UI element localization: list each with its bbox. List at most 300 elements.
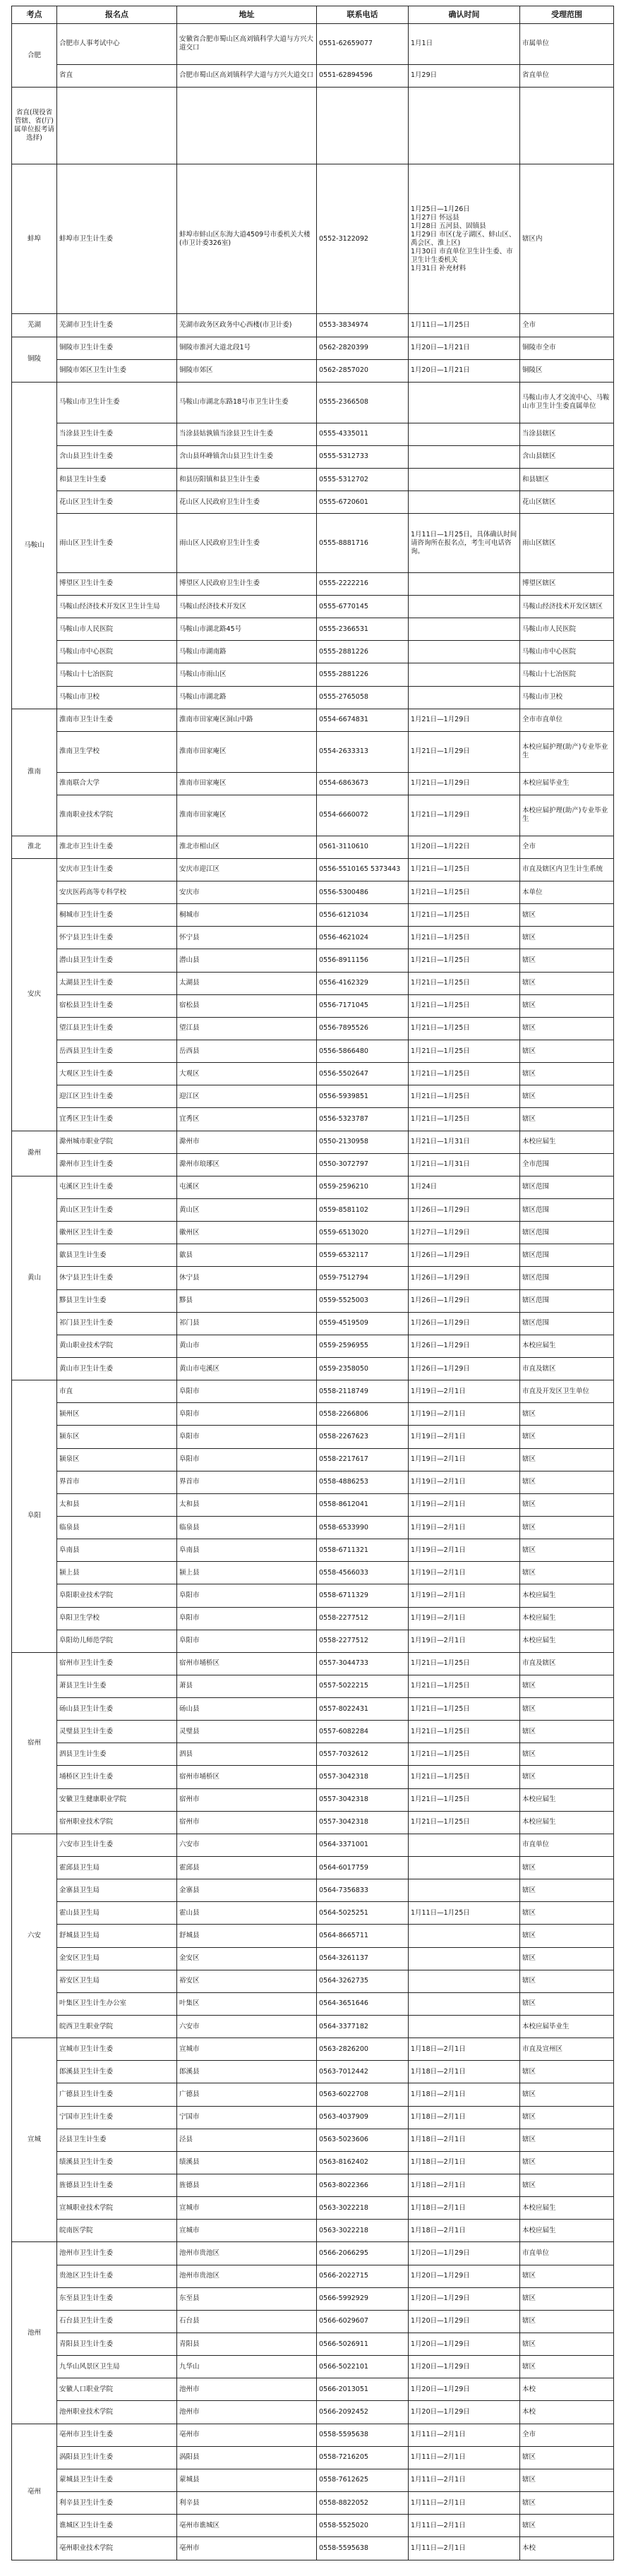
registration-point-cell: 迎江区卫生计生委 <box>57 1085 177 1108</box>
table-row <box>12 2151 614 2174</box>
table-row <box>12 1063 614 1085</box>
exam-site-cell: 安庆 <box>12 858 57 1131</box>
registration-point-cell: 颍上县 <box>57 1562 177 1584</box>
scope-cell: 辖区 <box>520 1085 614 1108</box>
address-cell: 休宁县 <box>177 1267 317 1289</box>
scope-cell: 辖区范围 <box>520 1176 614 1198</box>
confirm-time-cell: 1月21日—1月25日 <box>409 927 520 949</box>
confirm-time-cell <box>409 663 520 686</box>
scope-cell: 辖区 <box>520 1743 614 1766</box>
scope-cell: 辖区范围 <box>520 1289 614 1312</box>
table-row <box>12 1539 614 1562</box>
registration-point-cell: 旌德县卫生计生委 <box>57 2174 177 2197</box>
registration-point-cell: 淮南联合大学 <box>57 772 177 795</box>
registration-point-cell: 太湖县卫生计生委 <box>57 972 177 994</box>
scope-cell: 本校应届生 <box>520 1607 614 1630</box>
scope-cell: 本校应届生 <box>520 1811 614 1834</box>
scope-cell: 市直单位 <box>520 1834 614 1856</box>
address-cell: 黄山市屯溪区 <box>177 1357 317 1380</box>
table-row <box>12 1131 614 1153</box>
table-row <box>12 1448 614 1471</box>
scope-cell: 辖区 <box>520 1970 614 1992</box>
table-row <box>12 904 614 927</box>
scope-cell: 辖区 <box>520 2446 614 2469</box>
header-scope: 受理范围 <box>520 6 614 24</box>
address-cell: 涡阳县 <box>177 2446 317 2469</box>
phone-cell: 0557-6082284 <box>317 1721 409 1743</box>
table-row <box>12 2424 614 2446</box>
phone-cell: 0558-2217617 <box>317 1448 409 1471</box>
phone-cell: 0563-5023606 <box>317 2129 409 2151</box>
address-cell: 宣城市 <box>177 2220 317 2242</box>
scope-cell: 辖区 <box>520 2083 614 2106</box>
scope-cell: 辖区 <box>520 2265 614 2287</box>
phone-cell: 0555-5312702 <box>317 469 409 491</box>
table-header-row <box>12 6 614 24</box>
scope-cell: 马鞍山经济技术开发区辖区 <box>520 596 614 618</box>
exam-site-cell: 宣城 <box>12 2038 57 2242</box>
address-cell: 桐城市 <box>177 904 317 927</box>
address-cell: 宿州市 <box>177 1788 317 1811</box>
confirm-time-cell: 1月19日—2月1日 <box>409 1516 520 1539</box>
scope-cell: 市直及辖区 <box>520 1357 614 1380</box>
address-cell: 颍上县 <box>177 1562 317 1584</box>
address-cell: 徽州区 <box>177 1222 317 1244</box>
address-cell: 阜阳市 <box>177 1607 317 1630</box>
address-cell: 迎江区 <box>177 1085 317 1108</box>
scope-cell: 辖区 <box>520 972 614 994</box>
phone-cell: 0558-6711329 <box>317 1584 409 1607</box>
confirm-time-cell <box>409 1857 520 1879</box>
address-cell: 绩溪县 <box>177 2151 317 2174</box>
confirm-time-cell: 1月20日—1月21日 <box>409 337 520 359</box>
phone-cell: 0563-3022218 <box>317 2197 409 2220</box>
address-cell: 宣城市 <box>177 2197 317 2220</box>
address-cell: 岳西县 <box>177 1040 317 1062</box>
phone-cell: 0559-2596955 <box>317 1335 409 1357</box>
registration-point-cell: 大观区卫生计生委 <box>57 1063 177 1085</box>
confirm-time-cell: 1月25日—1月26日 1月27日 怀远县 1月28日 五河县、固镇县 1月29日 市区(龙子湖区、蚌山区、禹会区、淮上区) 1月30日 市直单位卫生计生委、市卫生计生委机关 1月31日 补充材料 <box>409 164 520 314</box>
table-row <box>12 382 614 423</box>
confirm-time-cell: 1月11日—2月1日 <box>409 2469 520 2491</box>
registration-point-cell: 叶集区卫生计生办公室 <box>57 1992 177 2015</box>
table-row <box>12 772 614 795</box>
registration-point-cell: 淮南市卫生计生委 <box>57 709 177 731</box>
table-row <box>12 1267 614 1289</box>
phone-cell: 0559-5525003 <box>317 1289 409 1312</box>
address-cell: 池州市 <box>177 2378 317 2401</box>
phone-cell: 0558-2277512 <box>317 1607 409 1630</box>
confirm-time-cell <box>409 2016 520 2038</box>
registration-point-cell: 阜阳职业技术学院 <box>57 1584 177 1607</box>
table-row <box>12 2401 614 2424</box>
table-row <box>12 2265 614 2287</box>
address-cell: 亳州市 <box>177 2537 317 2560</box>
table-row <box>12 1108 614 1131</box>
scope-cell: 辖区 <box>520 1539 614 1562</box>
scope-cell: 辖区内 <box>520 164 614 314</box>
confirm-time-cell: 1月26日—1月29日 <box>409 1267 520 1289</box>
address-cell: 黄山区 <box>177 1198 317 1221</box>
confirm-time-cell: 1月20日—1月29日 <box>409 2401 520 2424</box>
table-row <box>12 2242 614 2265</box>
scope-cell: 市直单位 <box>520 2242 614 2265</box>
scope-cell: 辖区 <box>520 2310 614 2333</box>
scope-cell: 辖区范围 <box>520 1222 614 1244</box>
confirm-time-cell: 1月21日—1月25日 <box>409 858 520 881</box>
address-cell: 蒙城县 <box>177 2469 317 2491</box>
confirm-time-cell: 1月26日—1月29日 <box>409 1244 520 1267</box>
phone-cell: 0550-3072797 <box>317 1153 409 1176</box>
phone-cell: 0555-2765058 <box>317 686 409 709</box>
table-row <box>12 731 614 772</box>
scope-cell: 辖区 <box>520 2356 614 2378</box>
table-row <box>12 1970 614 1992</box>
registration-point-cell: 祁门县卫生计生委 <box>57 1312 177 1335</box>
phone-cell: 0555-2881226 <box>317 641 409 663</box>
registration-point-cell: 宣城职业技术学院 <box>57 2197 177 2220</box>
table-row <box>12 2287 614 2310</box>
table-row <box>12 359 614 382</box>
address-cell: 泾县 <box>177 2129 317 2151</box>
table-row <box>12 1040 614 1062</box>
registration-point-cell: 泗县卫生计生委 <box>57 1743 177 1766</box>
confirm-time-cell: 1月18日—2月1日 <box>409 2151 520 2174</box>
scope-cell: 本校应届毕业生 <box>520 772 614 795</box>
address-cell: 雨山区人民政府卫生计生委 <box>177 514 317 573</box>
registration-point-cell: 贵池区卫生计生委 <box>57 2265 177 2287</box>
address-cell: 博望区人民政府卫生计生委 <box>177 572 317 595</box>
phone-cell: 0564-3261137 <box>317 1947 409 1970</box>
confirm-time-cell <box>409 686 520 709</box>
phone-cell: 0554-6863673 <box>317 772 409 795</box>
table-row <box>12 2174 614 2197</box>
confirm-time-cell: 1月21日—1月25日 <box>409 949 520 972</box>
exam-site-cell: 池州 <box>12 2242 57 2424</box>
confirm-time-cell: 1月18日—2月1日 <box>409 2061 520 2083</box>
address-cell: 宁国市 <box>177 2106 317 2129</box>
confirm-time-cell: 1月21日—1月29日 <box>409 772 520 795</box>
scope-cell: 辖区 <box>520 994 614 1017</box>
table-row <box>12 1017 614 1040</box>
scope-cell: 本校 <box>520 2537 614 2560</box>
scope-cell: 辖区 <box>520 1471 614 1493</box>
address-cell: 阜阳市 <box>177 1584 317 1607</box>
registration-point-cell: 桐城市卫生计生委 <box>57 904 177 927</box>
registration-point-cell: 淮南职业技术学院 <box>57 795 177 836</box>
scope-cell: 本校应届毕业生 <box>520 2016 614 2038</box>
table-row <box>12 1811 614 1834</box>
phone-cell: 0555-8881716 <box>317 514 409 573</box>
table-row <box>12 709 614 731</box>
table-row <box>12 2469 614 2491</box>
confirm-time-cell: 1月21日—1月25日 <box>409 972 520 994</box>
table-row <box>12 1335 614 1357</box>
address-cell: 芜湖市政务区政务中心西楼(市卫计委) <box>177 314 317 337</box>
table-row <box>12 1630 614 1652</box>
scope-cell: 博望区辖区 <box>520 572 614 595</box>
phone-cell: 0566-5992929 <box>317 2287 409 2310</box>
phone-cell: 0562-2857020 <box>317 359 409 382</box>
registration-point-cell: 和县卫生计生委 <box>57 469 177 491</box>
phone-cell: 0555-5312733 <box>317 445 409 468</box>
table-row <box>12 1176 614 1198</box>
exam-site-cell: 铜陵 <box>12 337 57 382</box>
phone-cell: 0566-2022715 <box>317 2265 409 2287</box>
confirm-time-cell: 1月21日—1月25日 <box>409 904 520 927</box>
address-cell: 阜南县 <box>177 1539 317 1562</box>
table-row <box>12 1289 614 1312</box>
scope-cell: 辖区 <box>520 1040 614 1062</box>
scope-cell: 辖区 <box>520 1675 614 1697</box>
confirm-time-cell: 1月26日—1月29日 <box>409 1335 520 1357</box>
confirm-time-cell <box>409 1947 520 1970</box>
registration-point-cell: 郎溪县卫生计生委 <box>57 2061 177 2083</box>
address-cell: 太和县 <box>177 1493 317 1516</box>
confirm-time-cell: 1月19日—2月1日 <box>409 1403 520 1426</box>
scope-cell: 马鞍山十七冶医院 <box>520 663 614 686</box>
address-cell: 和县历阳镇和县卫生计生委 <box>177 469 317 491</box>
scope-cell: 辖区 <box>520 1493 614 1516</box>
address-cell: 广德县 <box>177 2083 317 2106</box>
scope-cell: 全市 <box>520 2424 614 2446</box>
table-row <box>12 1198 614 1221</box>
phone-cell: 0557-3044733 <box>317 1652 409 1675</box>
phone-cell: 0559-6532117 <box>317 1244 409 1267</box>
phone-cell: 0556-6121034 <box>317 904 409 927</box>
scope-cell: 辖区 <box>520 1992 614 2015</box>
scope-cell: 辖区 <box>520 2469 614 2491</box>
confirm-time-cell <box>409 88 520 164</box>
address-cell: 马鞍山市湖北路45号 <box>177 618 317 641</box>
phone-cell: 0566-2092452 <box>317 2401 409 2424</box>
phone-cell: 0553-3834974 <box>317 314 409 337</box>
registration-point-cell: 宁国市卫生计生委 <box>57 2106 177 2129</box>
confirm-time-cell: 1月21日—1月25日 <box>409 1721 520 1743</box>
phone-cell: 0558-6711321 <box>317 1539 409 1562</box>
table-row <box>12 514 614 573</box>
table-row <box>12 2446 614 2469</box>
phone-cell: 0564-3371001 <box>317 1834 409 1856</box>
registration-point-cell: 铜陵市郊区卫生计生委 <box>57 359 177 382</box>
scope-cell: 辖区 <box>520 2106 614 2129</box>
table-row <box>12 2197 614 2220</box>
phone-cell: 0566-5026911 <box>317 2333 409 2356</box>
registration-point-cell: 泾县卫生计生委 <box>57 2129 177 2151</box>
phone-cell: 0556-5866480 <box>317 1040 409 1062</box>
confirm-time-cell <box>409 1992 520 2015</box>
table-row <box>12 1403 614 1426</box>
table-row <box>12 1222 614 1244</box>
phone-cell: 0559-2596210 <box>317 1176 409 1198</box>
phone-cell: 0557-3042318 <box>317 1811 409 1834</box>
phone-cell: 0556-7895526 <box>317 1017 409 1040</box>
table-row <box>12 423 614 445</box>
registration-point-cell: 霍山县卫生局 <box>57 1902 177 1925</box>
table-row <box>12 2016 614 2038</box>
phone-cell: 0564-3377182 <box>317 2016 409 2038</box>
registration-point-cell: 安徽人口职业学院 <box>57 2378 177 2401</box>
confirm-time-cell: 1月21日—1月25日 <box>409 1040 520 1062</box>
registration-point-cell: 阜南县 <box>57 1539 177 1562</box>
address-cell: 怀宁县 <box>177 927 317 949</box>
phone-cell: 0555-2222216 <box>317 572 409 595</box>
address-cell: 阜阳市 <box>177 1630 317 1652</box>
phone-cell: 0558-8822052 <box>317 2491 409 2514</box>
registration-point-cell: 马鞍山市卫校 <box>57 686 177 709</box>
confirm-time-cell: 1月18日—2月1日 <box>409 2083 520 2106</box>
phone-cell: 0558-2277512 <box>317 1630 409 1652</box>
registration-point-cell: 谯城区卫生计生委 <box>57 2515 177 2537</box>
scope-cell: 辖区范围 <box>520 1244 614 1267</box>
phone-cell: 0559-2358050 <box>317 1357 409 1380</box>
address-cell: 太湖县 <box>177 972 317 994</box>
exam-site-cell: 滁州 <box>12 1131 57 1176</box>
confirm-time-cell: 1月19日—2月1日 <box>409 1471 520 1493</box>
registration-point-cell: 石台县卫生计生委 <box>57 2310 177 2333</box>
phone-cell: 0558-5595638 <box>317 2537 409 2560</box>
scope-cell: 市直及宣州区 <box>520 2038 614 2061</box>
confirm-time-cell: 1月26日—1月29日 <box>409 1357 520 1380</box>
scope-cell: 辖区 <box>520 1017 614 1040</box>
scope-cell: 本校应届生 <box>520 1630 614 1652</box>
table-row <box>12 337 614 359</box>
registration-point-cell: 利辛县卫生计生委 <box>57 2491 177 2514</box>
table-row <box>12 1925 614 1947</box>
address-cell: 阜阳市 <box>177 1380 317 1403</box>
table-row <box>12 1584 614 1607</box>
phone-cell: 0558-2266806 <box>317 1403 409 1426</box>
scope-cell: 辖区 <box>520 1698 614 1721</box>
registration-point-cell: 博望区卫生计生委 <box>57 572 177 595</box>
header-exam-site: 考点 <box>12 6 57 24</box>
phone-cell: 0555-2366508 <box>317 382 409 423</box>
registration-point-cell: 宣城市卫生计生委 <box>57 2038 177 2061</box>
registration-point-cell: 马鞍山经济技术开发区卫生计生局 <box>57 596 177 618</box>
address-cell: 淮北市相山区 <box>177 836 317 858</box>
table-row <box>12 1947 614 1970</box>
address-cell: 滁州市 <box>177 1131 317 1153</box>
registration-point-cell: 东至县卫生计生委 <box>57 2287 177 2310</box>
exam-site-cell: 省直(现役省管辖、省(厅)属单位报考请选择) <box>12 88 57 164</box>
table-row <box>12 1766 614 1788</box>
phone-cell: 0558-4566033 <box>317 1562 409 1584</box>
phone-cell: 0557-3042318 <box>317 1766 409 1788</box>
exam-site-cell: 亳州 <box>12 2424 57 2560</box>
confirm-time-cell: 1月19日—2月1日 <box>409 1448 520 1471</box>
scope-cell: 铜陵区 <box>520 359 614 382</box>
registration-point-cell: 宿松县卫生计生委 <box>57 994 177 1017</box>
table-row <box>12 1743 614 1766</box>
address-cell: 铜陵市郊区 <box>177 359 317 382</box>
registration-point-cell: 宜秀区卫生计生委 <box>57 1108 177 1131</box>
address-cell: 屯溪区 <box>177 1176 317 1198</box>
scope-cell: 辖区 <box>520 1426 614 1448</box>
confirm-time-cell: 1月20日—1月29日 <box>409 2333 520 2356</box>
phone-cell: 0558-6533990 <box>317 1516 409 1539</box>
table-row <box>12 596 614 618</box>
table-row <box>12 2129 614 2151</box>
scope-cell: 全市范围 <box>520 1153 614 1176</box>
registration-point-cell: 颍泉区 <box>57 1448 177 1471</box>
confirm-time-cell: 1月18日—2月1日 <box>409 2197 520 2220</box>
registration-point-cell: 市直 <box>57 1380 177 1403</box>
scope-cell: 辖区范围 <box>520 1267 614 1289</box>
scope-cell: 辖区 <box>520 2061 614 2083</box>
table-row <box>12 2038 614 2061</box>
scope-cell: 马鞍山市人才交流中心、马鞍山市卫生计生委直属单位 <box>520 382 614 423</box>
address-cell: 淮南市田家庵区 <box>177 795 317 836</box>
table-row <box>12 2333 614 2356</box>
confirm-time-cell: 1月21日—1月31日 <box>409 1131 520 1153</box>
registration-point-cell: 颍州区 <box>57 1403 177 1426</box>
scope-cell: 辖区 <box>520 949 614 972</box>
address-cell: 叶集区 <box>177 1992 317 2015</box>
phone-cell: 0554-2633313 <box>317 731 409 772</box>
table-row <box>12 618 614 641</box>
confirm-time-cell: 1月18日—2月1日 <box>409 2106 520 2129</box>
registration-point-cell: 花山区卫生计生委 <box>57 491 177 514</box>
address-cell: 宿州市埇桥区 <box>177 1652 317 1675</box>
confirm-time-cell: 1月18日—2月1日 <box>409 2220 520 2242</box>
scope-cell: 全市市直单位 <box>520 709 614 731</box>
table-row <box>12 1153 614 1176</box>
scope-cell: 辖区范围 <box>520 1198 614 1221</box>
confirm-time-cell <box>409 572 520 595</box>
address-cell: 舒城县 <box>177 1925 317 1947</box>
registration-point-cell: 裕安区卫生局 <box>57 1970 177 1992</box>
scope-cell: 辖区 <box>520 927 614 949</box>
phone-cell: 0558-8612041 <box>317 1493 409 1516</box>
address-cell: 宣城市 <box>177 2038 317 2061</box>
exam-site-cell: 马鞍山 <box>12 382 57 709</box>
registration-point-cell: 徽州区卫生计生委 <box>57 1222 177 1244</box>
confirm-time-cell <box>409 618 520 641</box>
confirm-time-cell: 1月21日—1月25日 <box>409 1675 520 1697</box>
address-cell: 阜阳市 <box>177 1403 317 1426</box>
address-cell: 潜山县 <box>177 949 317 972</box>
address-cell: 祁门县 <box>177 1312 317 1335</box>
registration-point-cell: 霍邱县卫生局 <box>57 1857 177 1879</box>
confirm-time-cell: 1月26日—1月29日 <box>409 1289 520 1312</box>
table-row <box>12 164 614 314</box>
registration-point-cell: 界首市 <box>57 1471 177 1493</box>
header-registration-point: 报名点 <box>57 6 177 24</box>
address-cell: 合肥市蜀山区高刘镇科学大道与方兴大道交口 <box>177 64 317 87</box>
exam-site-cell: 淮北 <box>12 836 57 858</box>
confirm-time-cell: 1月21日—1月25日 <box>409 1017 520 1040</box>
confirm-time-cell: 1月21日—1月25日 <box>409 1085 520 1108</box>
registration-point-cell: 青阳县卫生计生委 <box>57 2333 177 2356</box>
registration-point-cell: 埇桥区卫生计生委 <box>57 1766 177 1788</box>
table-row <box>12 314 614 337</box>
address-cell: 亳州市 <box>177 2424 317 2446</box>
phone-cell: 0566-2013051 <box>317 2378 409 2401</box>
table-row <box>12 1698 614 1721</box>
registration-point-cell: 砀山县卫生计生委 <box>57 1698 177 1721</box>
registration-point-cell: 雨山区卫生计生委 <box>57 514 177 573</box>
confirm-time-cell: 1月11日—1月25日 <box>409 1902 520 1925</box>
address-cell: 砀山县 <box>177 1698 317 1721</box>
address-cell <box>177 88 317 164</box>
address-cell: 东至县 <box>177 2287 317 2310</box>
table-row <box>12 795 614 836</box>
phone-cell: 0564-7356833 <box>317 1879 409 1902</box>
confirm-time-cell: 1月21日—1月25日 <box>409 1698 520 1721</box>
scope-cell: 辖区 <box>520 2129 614 2151</box>
confirm-time-cell: 1月11日—1月25日 <box>409 314 520 337</box>
registration-point-cell: 池州市卫生计生委 <box>57 2242 177 2265</box>
